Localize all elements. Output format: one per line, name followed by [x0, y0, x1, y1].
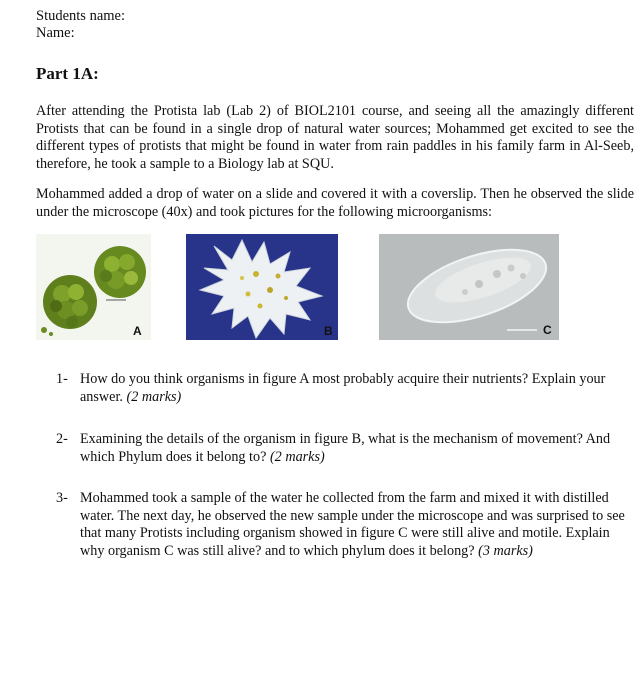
part-title: Part 1A: — [36, 64, 99, 83]
question-3 — [56, 490, 630, 560]
figure-b-label: B — [324, 324, 333, 338]
figure-b-image — [186, 234, 338, 340]
question-1-text: How do you think organisms in figure A most probably acquire their nutrients? Explain your answer. — [80, 371, 606, 405]
question-3-number: 3- — [56, 490, 68, 506]
document-body — [36, 8, 634, 221]
figure-c-image — [379, 234, 559, 340]
question-2-text: Examining the details of the organism in figure B, what is the mechanism of movement? And which Phylum does it belong to? — [80, 431, 611, 465]
algae-colony-right — [94, 246, 146, 298]
food-vacuole — [520, 273, 526, 279]
figure-a-label: A — [133, 324, 142, 338]
food-vacuole — [493, 270, 501, 278]
ciliate-illustration — [379, 234, 559, 340]
intro-paragraph: After attending the Protista lab (Lab 2) of BIOL2101 course, and seeing all the amazingly different Protists that can be found in a single drop of natural water sources; Mohammed get excited to see the different types of protists that might be found in water from rain paddles in his family farm in Al-Seeb, therefore, he took a sample to a Biology lab at SQU. — [36, 103, 634, 172]
food-vacuole — [508, 265, 515, 272]
amoeba-granule — [258, 304, 263, 309]
figure-row — [36, 234, 634, 340]
name-label: Name: — [36, 25, 75, 41]
algae-colony-left — [43, 275, 97, 329]
food-vacuole — [462, 289, 468, 295]
question-1-marks: (2 marks) — [126, 388, 182, 405]
algae-cell-small — [49, 332, 53, 336]
observation-paragraph: Mohammed added a drop of water on a slide and covered it with a coverslip. Then he observed the slide under the microscope (40x) and took pictures for the following microorganisms: — [36, 186, 634, 220]
figure-c-label: C — [543, 323, 552, 337]
amoeba-granule — [276, 274, 281, 279]
students-name-label: Students name: — [36, 8, 126, 24]
question-2-marks: (2 marks) — [269, 448, 325, 465]
amoeba-illustration — [186, 234, 338, 340]
food-vacuole — [475, 280, 483, 288]
amoeba-granule — [267, 287, 273, 293]
question-3-marks: (3 marks) — [478, 542, 533, 559]
algae-cell-small — [41, 327, 47, 333]
question-2 — [56, 431, 630, 466]
amoeba-granule — [246, 292, 251, 297]
amoeba-granule — [253, 271, 259, 277]
question-2-number: 2- — [56, 431, 68, 447]
question-1 — [56, 371, 630, 406]
question-3-text: Mohammed took a sample of the water he collected from the farm and mixed it with distilled water. The next day, he observed the new sample under the microscope and was surprised to see that many Protists including organism showed in figure C were still alive and motile. Explain why organism C was still alive? and to which phylum does it belong? — [80, 490, 625, 559]
amoeba-granule — [240, 276, 244, 280]
question-1-number: 1- — [56, 371, 68, 387]
figure-a-image — [36, 234, 151, 340]
amoeba-granule — [284, 296, 288, 300]
